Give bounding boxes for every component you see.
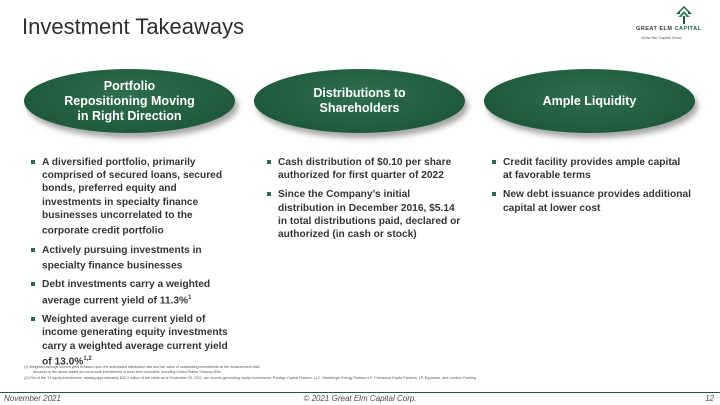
pillar-bullets-portfolio (30, 156, 236, 374)
pillar-heading-portfolio (24, 69, 235, 133)
bullet-text: Since the Company’s initial distribution in December 2016, $5.14 in total distributions paid, declared or authorized (in cash or stock) (278, 189, 461, 241)
logo-name-right: CAPITAL (674, 26, 702, 32)
bullet-item (491, 188, 691, 214)
bullet-text: Credit facility provides ample capital at favorable terms (503, 157, 681, 182)
pillar-heading-text: Distributions to Shareholders (313, 86, 406, 115)
footer-date: November 2021 (4, 394, 61, 403)
bullet-item (266, 156, 466, 182)
bullet-item (30, 244, 236, 273)
footnote-1: (1) Weighted average current yield is based upon the anticipated distribution rate and fair value of outstanding investments at the measurement date. (24, 365, 261, 369)
bullet-item (30, 156, 236, 238)
logo-tagline: Grow the Capital Grow (641, 35, 682, 40)
pillar-bullets-distributions (266, 156, 466, 247)
footnotes (24, 365, 704, 381)
bullet-text: New debt issuance provides additional capital at lower cost (503, 189, 691, 214)
pillar-bullets-liquidity (491, 156, 691, 221)
bullet-item (266, 188, 466, 241)
bullet-text: Actively pursuing investments in specialty finance businesses (42, 244, 202, 272)
bullet-text: Debt investments carry a weighted average current yield of 11.3% (42, 279, 211, 306)
page-title: Investment Takeaways (22, 14, 245, 39)
logo-name-left: GREAT ELM (636, 26, 673, 32)
company-logo (636, 6, 716, 42)
footnote-2: (2) Five of the 13 equity investments, totaling approximately $35.3 million of fair value as of September 30, 2021, are income-generating equity investments: Prestige Capital Finance, LLC, Blackbright Energy Partners LP, Crestwood Equity Partners, LP, Equitrans, and Lenders Funding (24, 375, 476, 380)
bullet-text: Weighted average current yield of income generating equity investments carry a weighted average current yield of 13.0% (42, 314, 228, 368)
pillar-heading-distributions (254, 69, 465, 133)
bullet-item (491, 156, 691, 182)
footnote-1-cont: Amounts in the above tables do not include investments in short-term securities, including United States Treasury Bills. (33, 370, 222, 375)
bullet-text: A diversified portfolio, primarily comprised of secured loans, secured bonds, preferred equity and investments in specialty finance businesses uncorrelated to the corporate credit portfolio (42, 157, 223, 237)
footnote-ref: 1 (188, 294, 192, 301)
bullet-text: Cash distribution of $0.10 per share authorized for first quarter of 2022 (278, 157, 452, 182)
bullet-item (30, 278, 236, 307)
logo-wordmark (636, 26, 716, 32)
footer-divider (0, 392, 720, 393)
tree-logo-icon (676, 6, 692, 24)
bullet-item (30, 313, 236, 368)
page-number: 12 (705, 394, 714, 403)
pillar-heading-text: Ample Liquidity (542, 93, 637, 108)
pillar-heading-text: Portfolio Repositioning Moving in Right Direction (64, 78, 195, 123)
pillar-heading-liquidity (484, 69, 695, 133)
footnote-ref: 1,2 (83, 355, 92, 362)
footer-copyright: © 2021 Great Elm Capital Corp. (303, 394, 417, 403)
